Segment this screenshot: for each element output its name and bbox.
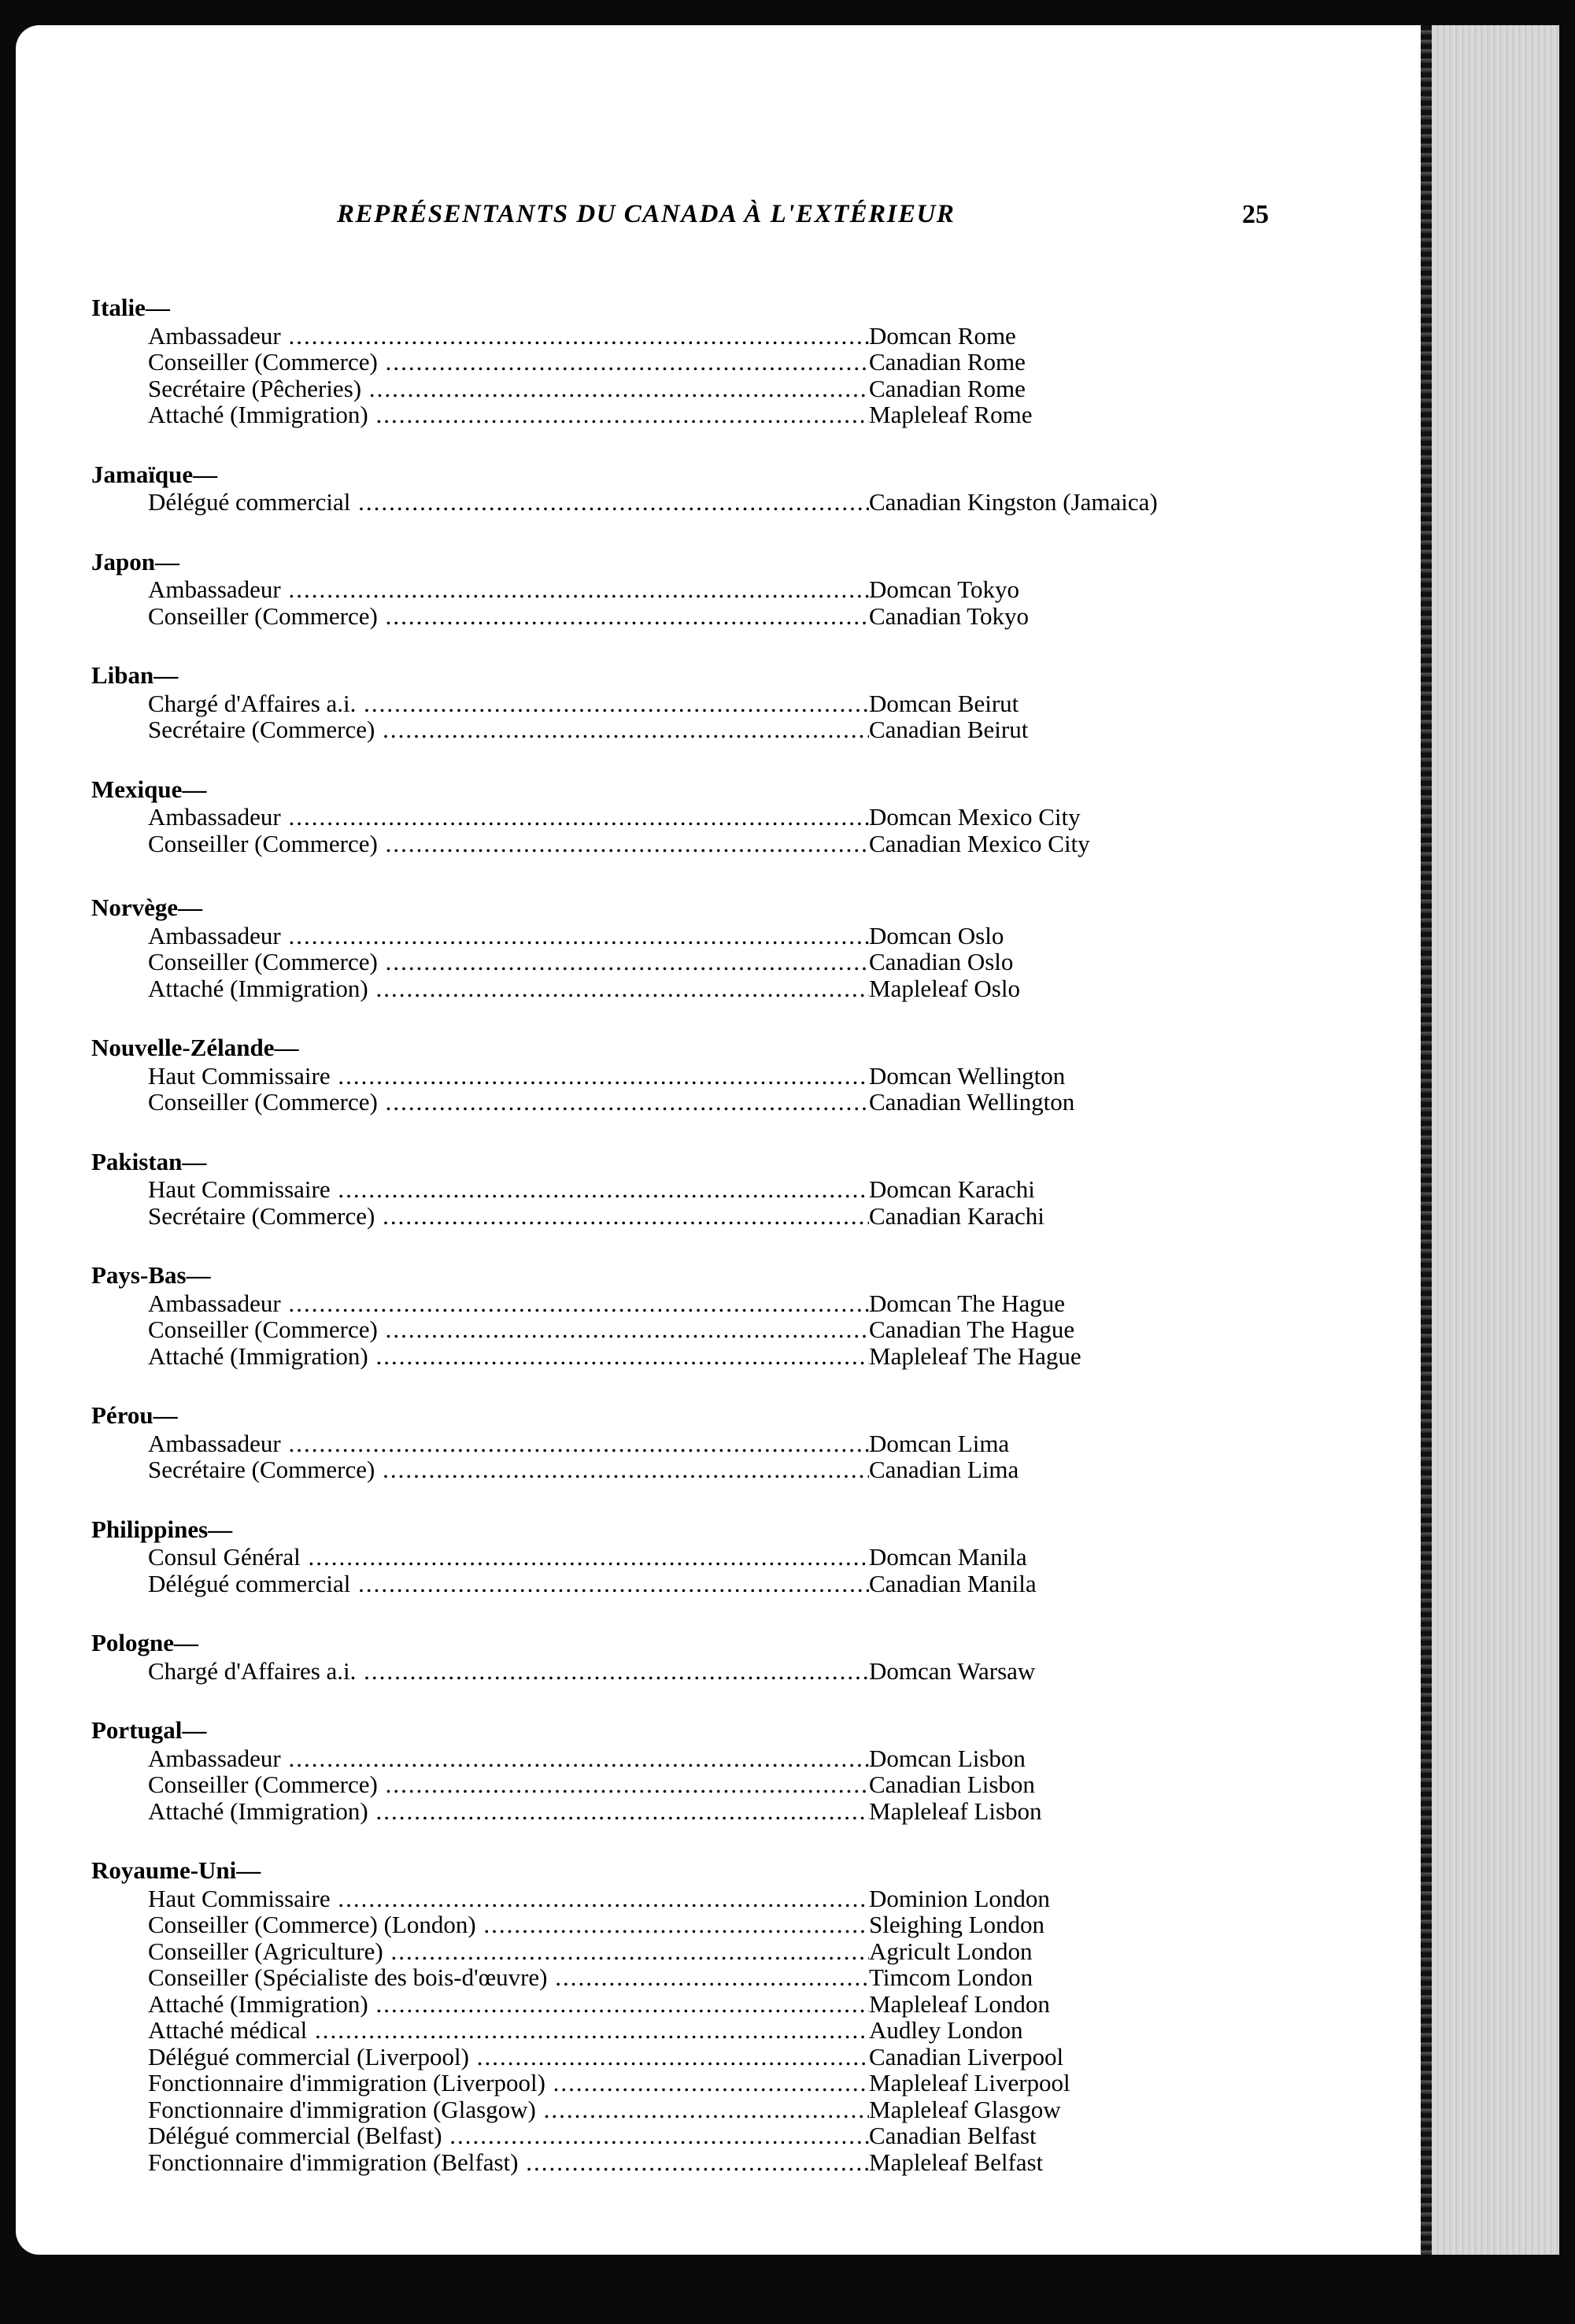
list-item bbox=[148, 975, 1250, 1002]
cable-address: Timcom London bbox=[869, 1963, 1033, 1991]
cable-address: Sleighing London bbox=[869, 1911, 1045, 1938]
cable-address: Canadian Karachi bbox=[869, 1201, 1044, 1230]
list-item bbox=[148, 923, 1250, 949]
country-heading: Italie— bbox=[91, 294, 170, 321]
list-item bbox=[148, 1938, 1250, 1965]
list-item bbox=[148, 716, 1250, 743]
list-item bbox=[148, 1089, 1250, 1116]
role-label: Ambassadeur ..... bbox=[148, 804, 869, 831]
list-item bbox=[148, 1430, 1250, 1457]
role-label: Conseiller (Commerce) (London) ..... bbox=[148, 1911, 869, 1938]
cable-address: Domcan Warsaw bbox=[869, 1656, 1036, 1685]
cable-address: Mapleleaf Belfast bbox=[869, 2148, 1044, 2176]
cable-address: Domcan Mexico City bbox=[869, 803, 1081, 831]
cable-address: Canadian Rome bbox=[869, 374, 1026, 402]
list-item bbox=[148, 323, 1250, 350]
role-label: Fonctionnaire d'immigration (Belfast) ..... bbox=[148, 2149, 869, 2176]
role-label: Attaché (Immigration) ..... bbox=[148, 975, 869, 1002]
role-label: Ambassadeur ..... bbox=[148, 1430, 869, 1457]
list-item bbox=[148, 489, 1250, 516]
list-item bbox=[148, 949, 1250, 975]
cable-address: Canadian Mexico City bbox=[869, 829, 1090, 857]
country-heading: Liban— bbox=[91, 661, 179, 689]
cable-address: Canadian Tokyo bbox=[869, 601, 1030, 630]
cable-address: Canadian Liverpool bbox=[869, 2042, 1064, 2071]
country-heading: Mexique— bbox=[91, 775, 207, 803]
list-item bbox=[148, 2044, 1250, 2071]
cable-address: Mapleleaf The Hague bbox=[869, 1341, 1081, 1370]
role-label: Attaché médical ..... bbox=[148, 2017, 869, 2044]
cable-address: Domcan The Hague bbox=[869, 1289, 1066, 1317]
country-heading: Pérou— bbox=[91, 1401, 178, 1429]
cable-address: Mapleleaf Glasgow bbox=[869, 2095, 1061, 2123]
cable-address: Mapleleaf Lisbon bbox=[869, 1797, 1042, 1825]
list-item bbox=[148, 576, 1250, 603]
cable-address: Canadian Manila bbox=[869, 1569, 1037, 1597]
cable-address: Canadian The Hague bbox=[869, 1316, 1075, 1343]
cable-address: Domcan Tokyo bbox=[869, 575, 1019, 603]
list-item bbox=[148, 2122, 1250, 2149]
role-label: Conseiller (Spécialiste des bois-d'œuvre) ..... bbox=[148, 1964, 869, 1991]
country-heading: Norvège— bbox=[91, 894, 203, 921]
role-label: Haut Commissaire ..... bbox=[148, 1176, 869, 1203]
cable-address: Canadian Lima bbox=[869, 1456, 1019, 1483]
list-item bbox=[148, 1203, 1250, 1230]
role-label: Haut Commissaire ..... bbox=[148, 1063, 869, 1090]
cable-address: Domcan Oslo bbox=[869, 921, 1004, 949]
role-label: Ambassadeur ..... bbox=[148, 576, 869, 603]
cable-address: Domcan Lisbon bbox=[869, 1744, 1026, 1772]
cable-address: Agricult London bbox=[869, 1937, 1033, 1965]
list-item bbox=[148, 1658, 1250, 1685]
cable-address: Domcan Rome bbox=[869, 321, 1016, 350]
page-gutter-shadow bbox=[1421, 25, 1432, 2255]
cable-address: Canadian Oslo bbox=[869, 948, 1014, 975]
role-label: Attaché (Immigration) ..... bbox=[148, 402, 869, 428]
cable-address: Domcan Wellington bbox=[869, 1061, 1066, 1090]
list-item bbox=[148, 1964, 1250, 1991]
cable-address: Domcan Beirut bbox=[869, 689, 1019, 717]
list-item bbox=[148, 1571, 1250, 1597]
country-heading: Pakistan— bbox=[91, 1147, 207, 1175]
page-number: 25 bbox=[1242, 200, 1269, 229]
list-item bbox=[148, 1063, 1250, 1090]
list-item bbox=[148, 1798, 1250, 1825]
list-item bbox=[148, 1991, 1250, 2018]
role-label: Délégué commercial ..... bbox=[148, 1571, 869, 1597]
country-heading: Philippines— bbox=[91, 1515, 233, 1543]
cable-address: Canadian Beirut bbox=[869, 716, 1029, 743]
role-label: Consul Général ..... bbox=[148, 1544, 869, 1571]
role-label: Conseiller (Agriculture) ..... bbox=[148, 1938, 869, 1965]
role-label: Conseiller (Commerce) ..... bbox=[148, 349, 869, 376]
list-item bbox=[148, 1745, 1250, 1772]
role-label: Attaché (Immigration) ..... bbox=[148, 1991, 869, 2018]
list-item bbox=[148, 1771, 1250, 1798]
role-label: Conseiller (Commerce) ..... bbox=[148, 1089, 869, 1116]
role-label: Secrétaire (Pêcheries) ..... bbox=[148, 376, 869, 402]
cable-address: Domcan Manila bbox=[869, 1543, 1027, 1571]
role-label: Conseiller (Commerce) ..... bbox=[148, 1316, 869, 1343]
role-label: Secrétaire (Commerce) ..... bbox=[148, 1456, 869, 1483]
list-item bbox=[148, 690, 1250, 717]
role-label: Ambassadeur ..... bbox=[148, 323, 869, 350]
cable-address: Canadian Belfast bbox=[869, 2122, 1037, 2149]
country-heading: Portugal— bbox=[91, 1716, 207, 1744]
list-item bbox=[148, 402, 1250, 428]
country-heading: Japon— bbox=[91, 547, 179, 575]
country-heading: Jamaïque— bbox=[91, 460, 218, 488]
list-item bbox=[148, 2070, 1250, 2096]
role-label: Délégué commercial (Belfast) ..... bbox=[148, 2122, 869, 2149]
cable-address: Canadian Wellington bbox=[869, 1088, 1075, 1116]
cable-address: Canadian Rome bbox=[869, 348, 1026, 376]
document-page bbox=[16, 25, 1421, 2255]
list-item bbox=[148, 1885, 1250, 1912]
role-label: Ambassadeur ..... bbox=[148, 1745, 869, 1772]
country-heading: Royaume-Uni— bbox=[91, 1856, 261, 1884]
cable-address: Domcan Lima bbox=[869, 1429, 1010, 1457]
list-item bbox=[148, 1316, 1250, 1343]
role-label: Conseiller (Commerce) ..... bbox=[148, 1771, 869, 1798]
role-label: Attaché (Immigration) ..... bbox=[148, 1798, 869, 1825]
cable-address: Dominion London bbox=[869, 1884, 1050, 1912]
role-label: Ambassadeur ..... bbox=[148, 923, 869, 949]
role-label: Délégué commercial ..... bbox=[148, 489, 869, 516]
list-item bbox=[148, 1911, 1250, 1938]
country-heading: Nouvelle-Zélande— bbox=[91, 1034, 299, 1061]
cable-address: Canadian Lisbon bbox=[869, 1771, 1035, 1798]
list-item bbox=[148, 376, 1250, 402]
role-label: Ambassadeur ..... bbox=[148, 1290, 869, 1317]
list-item bbox=[148, 2017, 1250, 2044]
list-item bbox=[148, 1343, 1250, 1370]
role-label: Secrétaire (Commerce) ..... bbox=[148, 1203, 869, 1230]
role-label: Chargé d'Affaires a.i. ..... bbox=[148, 690, 869, 717]
role-label: Secrétaire (Commerce) ..... bbox=[148, 716, 869, 743]
cable-address: Canadian Kingston (Jamaica) bbox=[869, 488, 1158, 516]
list-item bbox=[148, 804, 1250, 831]
role-label: Conseiller (Commerce) ..... bbox=[148, 831, 869, 857]
list-item bbox=[148, 2149, 1250, 2176]
list-item bbox=[148, 1176, 1250, 1203]
cable-address: Mapleleaf Oslo bbox=[869, 974, 1020, 1002]
page-header bbox=[16, 200, 1421, 231]
list-item bbox=[148, 603, 1250, 630]
list-item bbox=[148, 1456, 1250, 1483]
country-heading: Pologne— bbox=[91, 1629, 199, 1656]
role-label: Délégué commercial (Liverpool) ..... bbox=[148, 2044, 869, 2071]
list-item bbox=[148, 1290, 1250, 1317]
cable-address: Audley London bbox=[869, 2016, 1023, 2044]
country-heading: Pays-Bas— bbox=[91, 1261, 211, 1289]
facing-page-edge bbox=[1421, 25, 1559, 2255]
cable-address: Domcan Karachi bbox=[869, 1175, 1035, 1203]
role-label: Fonctionnaire d'immigration (Liverpool) ..... bbox=[148, 2070, 869, 2096]
role-label: Fonctionnaire d'immigration (Glasgow) ..... bbox=[148, 2096, 869, 2123]
role-label: Attaché (Immigration) ..... bbox=[148, 1343, 869, 1370]
cable-address: Mapleleaf Liverpool bbox=[869, 2069, 1070, 2096]
running-title: REPRÉSENTANTS DU CANADA À L'EXTÉRIEUR bbox=[337, 200, 956, 228]
cable-address: Mapleleaf London bbox=[869, 1989, 1050, 2018]
role-label: Haut Commissaire ..... bbox=[148, 1885, 869, 1912]
list-item bbox=[148, 1544, 1250, 1571]
role-label: Conseiller (Commerce) ..... bbox=[148, 949, 869, 975]
role-label: Chargé d'Affaires a.i. ..... bbox=[148, 1658, 869, 1685]
role-label: Conseiller (Commerce) ..... bbox=[148, 603, 869, 630]
list-item bbox=[148, 2096, 1250, 2123]
cable-address: Mapleleaf Rome bbox=[869, 401, 1033, 428]
list-item bbox=[148, 349, 1250, 376]
list-item bbox=[148, 831, 1250, 857]
